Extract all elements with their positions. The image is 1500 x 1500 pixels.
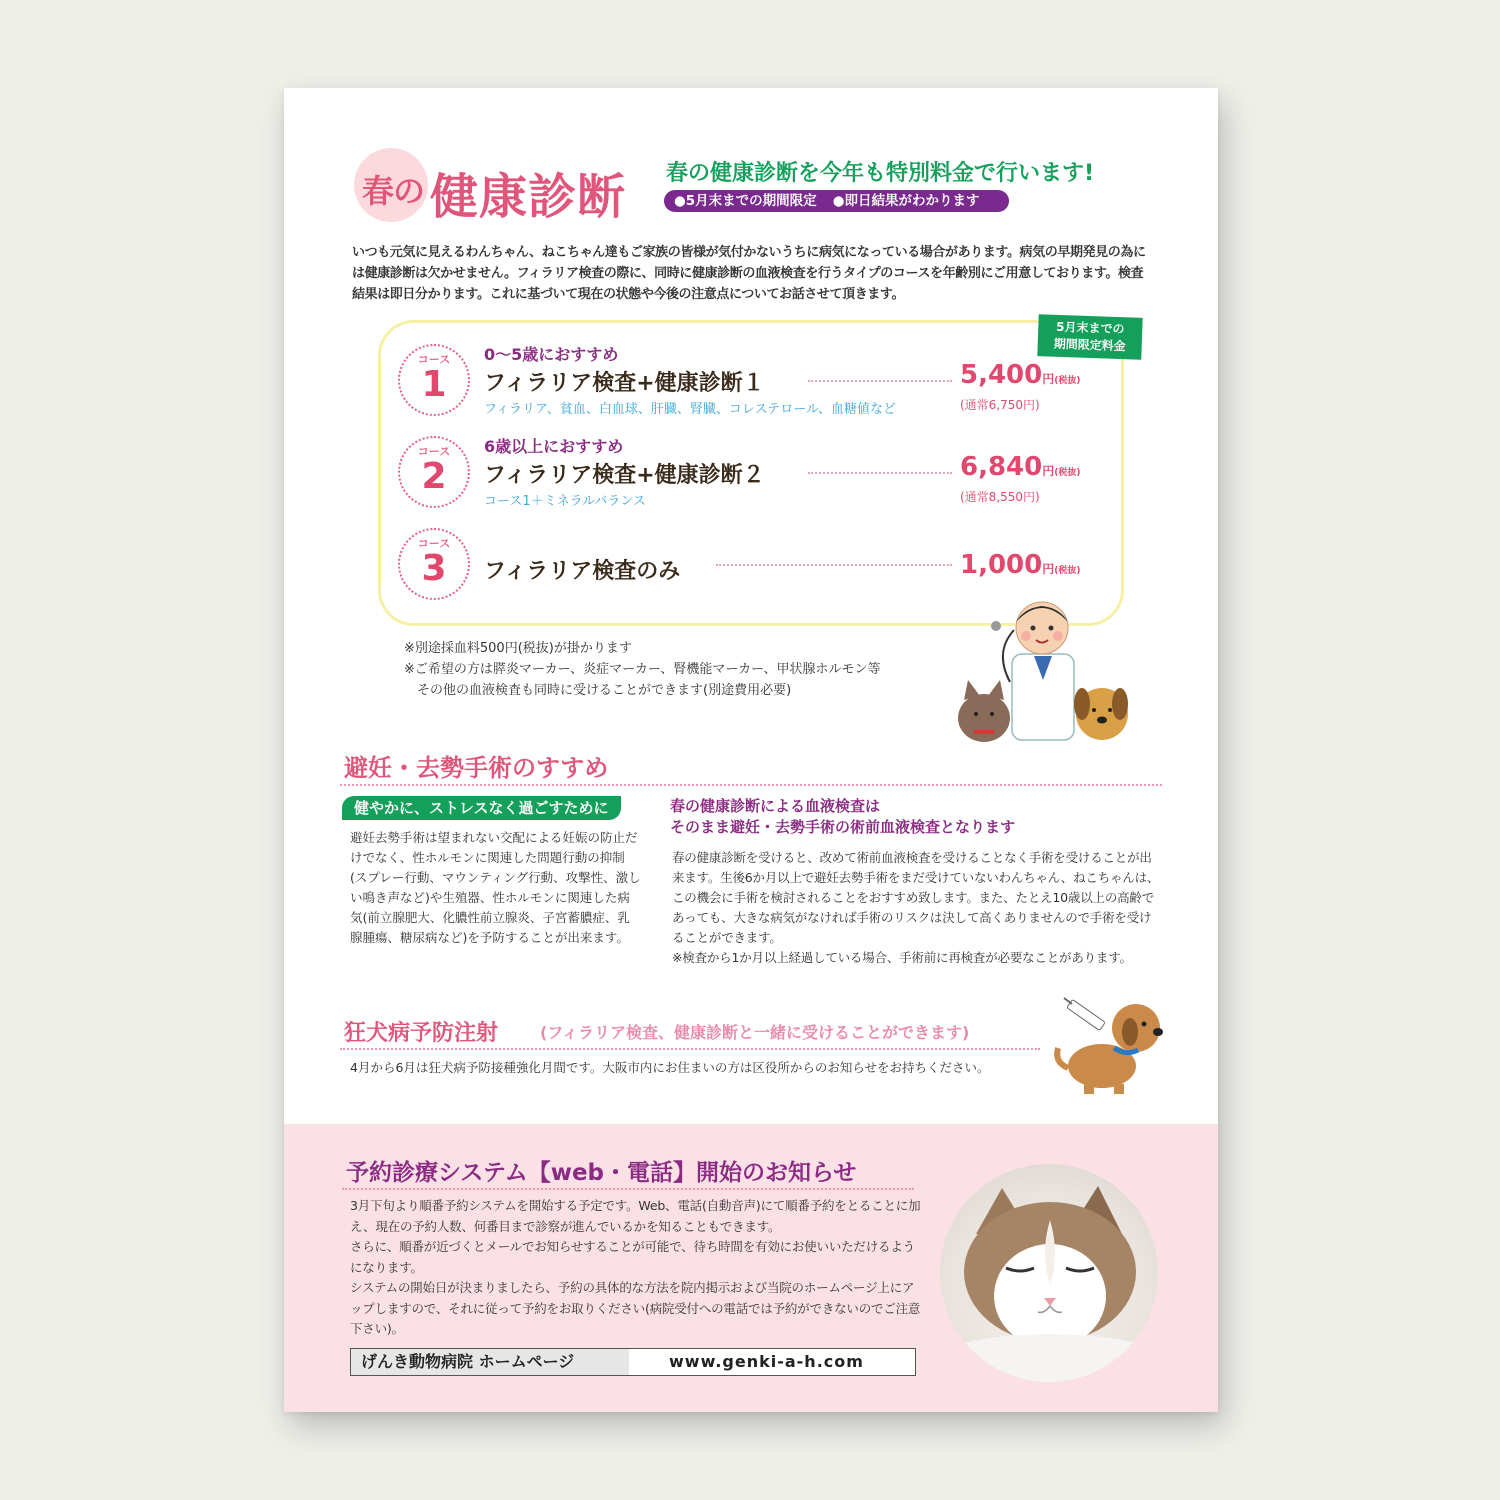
course-name: フィラリア検査+健康診断２ <box>484 463 765 488</box>
rabies-text: 4月から6月は狂犬病予防接種強化月間です。大阪市内にお住まいの方は区役所からのお知らせをお持ちください。 <box>350 1060 990 1075</box>
flyer-sheet <box>284 88 1218 1412</box>
surgery-right-heading: 春の健康診断による血液検査は そのまま避妊・去勢手術の術前血液検査となります <box>670 797 1016 836</box>
surgery-pill: 健やかに、ストレスなく過ごすために <box>342 796 621 820</box>
haru-label: 春の <box>362 172 425 210</box>
reservation-section <box>284 1124 1218 1412</box>
notes: ※別途採血料500円(税抜)が掛かります ※ご希望の方は膵炎マーカー、炎症マーカー、腎機能マーカー、甲状腺ホルモン等 その他の血液検査も同時に受けることができます(別途費用必要) <box>404 641 881 698</box>
sleeping-cat-photo <box>940 1164 1158 1382</box>
homepage-url[interactable]: www.genki-a-h.com <box>669 1352 864 1371</box>
homepage-box <box>350 1348 916 1376</box>
course-normal-price: (通常8,550円) <box>960 490 1040 504</box>
course-price: 1,000円(税抜) <box>960 550 1081 580</box>
divider <box>342 1188 914 1190</box>
course-normal-price: (通常6,750円) <box>960 398 1040 412</box>
course-age: 6歳以上におすすめ <box>484 437 624 456</box>
divider <box>340 784 1162 786</box>
course-desc: コース1＋ミネラルバランス <box>484 494 646 509</box>
homepage-label: げんき動物病院 ホームページ <box>351 1349 629 1375</box>
limit-price-tag: 5月末までの 期間限定料金 <box>1037 314 1142 360</box>
course-name: フィラリア検査のみ <box>484 559 681 584</box>
badge-limited: ●5月末までの期間限定 <box>674 193 817 209</box>
course-age: 0〜5歳におすすめ <box>484 345 619 364</box>
divider <box>340 1048 1040 1050</box>
course-2 <box>398 436 1118 516</box>
badge-same-day: ●即日結果がわかります <box>832 193 980 209</box>
cat-image <box>940 1164 1158 1382</box>
subtitle: 春の健康診断を今年も特別料金で行います! <box>666 161 1095 186</box>
course-1 <box>398 344 1118 424</box>
leader-dots <box>716 564 952 566</box>
leader-dots <box>808 472 952 474</box>
course-badge: コース 2 <box>398 436 470 508</box>
surgery-title: 避妊・去勢手術のすすめ <box>344 754 609 782</box>
course-name: フィラリア検査+健康診断１ <box>484 371 765 396</box>
course-badge: コース 1 <box>398 344 470 416</box>
period-badge <box>664 190 1009 212</box>
course-price: 6,840円(税抜) <box>960 452 1081 482</box>
course-price: 5,400円(税抜) <box>960 360 1081 390</box>
page-title: 健康診断 <box>430 169 627 225</box>
surgery-left-text: 避妊去勢手術は望まれない交配による妊娠の防止だけでなく、性ホルモンに関連した問題行動の抑制(スプレー行動、マウンティング行動、攻撃性、激しい鳴き声など)や生殖器、性ホルモンに関連した病気(前立腺肥大、化膿性前立腺炎、子宮蓄膿症、乳腺腫瘍、糖尿病など)を予防することが出来ます。 <box>350 830 641 945</box>
leader-dots <box>808 380 952 382</box>
intro-text: いつも元気に見えるわんちゃん、ねこちゃん達もご家族の皆様が気付かないうちに病気になっている場合があります。病気の早期発見の為には健康診断は欠かせません。フィラリア検査の際に、同時に健康診断の血液検査を行うタイプのコースを年齢別にご用意しております。検査結果は即日分かります。これに基づいて現在の状態や今後の注意点についてお話させて頂きます。 <box>352 245 1146 302</box>
surgery-right-text: 春の健康診断を受けると、改めて術前血液検査を受けることなく手術を受けることが出来ます。生後6か月以上で避妊去勢手術をまだ受けていないわんちゃん、ねこちゃんは、この機会に手術を検討されることをおすすめ致します。また、たとえ10歳以上の高齢であっても、大きな病気がなければ手術のリスクは決して高くありませんので手術を受けることができます。 ※検査から1か月以上経過している場合、手術前に再検査が必要なことがあります。 <box>672 850 1160 965</box>
reservation-text: 3月下旬より順番予約システムを開始する予定です。Web、電話(自動音声)にて順番予約をとることに加え、現在の予約人数、何番目まで診察が進んでいるかを知ることもできます。 さらに、順番が近づくとメールでお知らせすることが可能で、待ち時間を有効にお使いいただけるようになります。 システムの開始日が決まりましたら、予約の具体的な方法を院内掲示および当院のホームページ上にアップしますので、それに従って予約をお取りください(病院受付への電話では予約ができないのでご注意下さい)。 <box>350 1198 921 1336</box>
reservation-title: 予約診療システム【web・電話】開始のお知らせ <box>346 1160 857 1186</box>
course-desc: フィラリア、貧血、白血球、肝臓、腎臓、コレステロール、血糖値など <box>484 402 896 417</box>
course-badge: コース 3 <box>398 528 470 600</box>
dog-vaccine-illustration <box>1044 992 1176 1094</box>
rabies-subtitle: (フィラリア検査、健康診断と一緒に受けることができます) <box>540 1023 970 1042</box>
doctor-with-pets-illustration <box>954 592 1130 744</box>
rabies-title: 狂犬病予防注射 <box>344 1021 499 1046</box>
